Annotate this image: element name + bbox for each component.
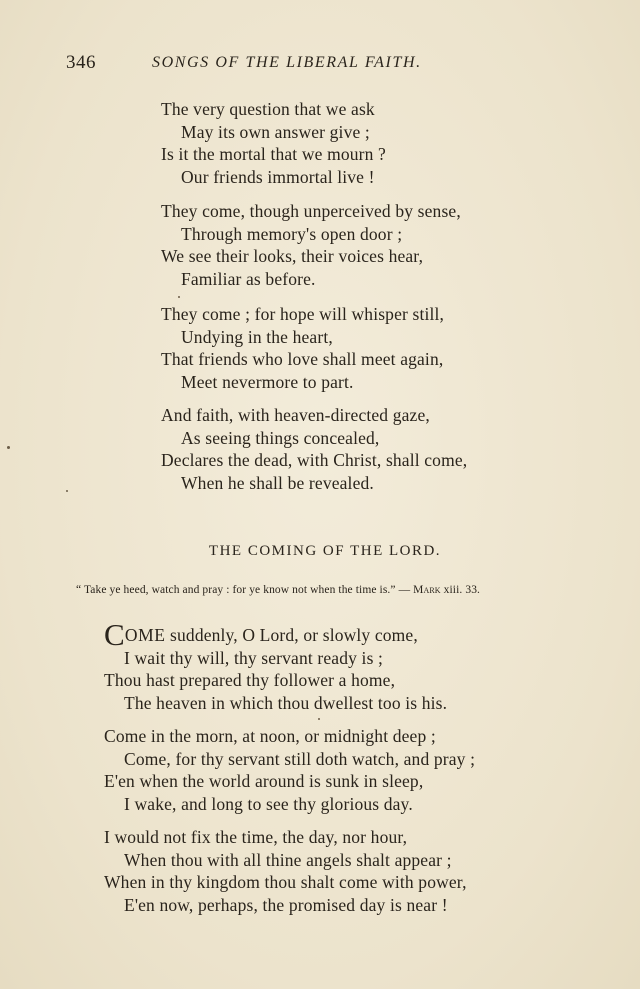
poem2-stanza-1 [104, 617, 448, 714]
paper-speck [178, 296, 180, 298]
poem-line: May its own answer give ; [181, 121, 370, 142]
paper-speck [7, 446, 10, 449]
poem-line: When in thy kingdom thou shalt come with power, [104, 872, 467, 892]
epigraph [76, 584, 480, 596]
first-word-caps: OME [124, 625, 166, 645]
poem-line: I wait thy will, thy servant ready is ; [124, 647, 384, 668]
epigraph-source: Mark [413, 584, 441, 596]
poem-line-first [104, 617, 447, 652]
running-title: SONGS OF THE LIBERAL FAITH. [152, 54, 422, 71]
drop-cap: C [104, 617, 125, 652]
poem-line: They come, though unperceived by sense, [161, 201, 461, 221]
poem-line: Undying in the heart, [181, 326, 333, 347]
poem-line: I would not fix the time, the day, nor hour, [104, 827, 408, 847]
poem-line: As seeing things concealed, [181, 427, 380, 448]
poem-line: The very question that we ask [161, 99, 375, 119]
poem-line: We see their looks, their voices hear, [161, 246, 424, 266]
poem2-stanza-3 [104, 826, 467, 916]
poem-line: Meet nevermore to part. [181, 371, 354, 392]
poem-line: Thou hast prepared thy follower a home, [104, 670, 396, 690]
poem-line: When he shall be revealed. [181, 472, 374, 493]
poem-line: Familiar as before. [181, 268, 316, 289]
poem-line: That friends who love shall meet again, [161, 349, 444, 369]
poem-line: E'en when the world around is sunk in sleep, [104, 771, 424, 791]
poem-line: Is it the mortal that we mourn ? [161, 144, 386, 164]
poem1-stanza-4 [161, 404, 467, 494]
poem1-stanza-3 [161, 303, 444, 393]
poem-line: Come in the morn, at noon, or midnight deep ; [104, 726, 436, 746]
poem-line: Come, for thy servant still doth watch, and pray ; [124, 748, 476, 769]
page-header [66, 52, 486, 78]
poem-title: THE COMING OF THE LORD. [208, 543, 442, 559]
poem1-stanza-1 [161, 98, 386, 188]
poem1-stanza-2 [161, 200, 461, 290]
poem-line: The heaven in which thou dwellest too is his. [124, 692, 448, 713]
poem-line: Declares the dead, with Christ, shall come, [161, 450, 468, 470]
page-number: 346 [66, 52, 96, 73]
poem2-stanza-2 [104, 725, 475, 815]
poem-line: When thou with all thine angels shalt appear ; [124, 849, 452, 870]
epigraph-ref: xiii. 33. [440, 584, 481, 596]
poem-line: They come ; for hope will whisper still, [161, 304, 445, 324]
paper-speck [318, 718, 320, 720]
poem-line: Through memory's open door ; [181, 223, 403, 244]
poem-line: And faith, with heaven-directed gaze, [161, 405, 430, 425]
poem-line: Our friends immortal live ! [181, 166, 375, 187]
epigraph-quote: “ Take ye heed, watch and pray : for ye know not when the time is.” — [76, 584, 414, 596]
poem-line: I wake, and long to see thy glorious day. [124, 793, 413, 814]
paper-speck [66, 490, 68, 492]
poem-line: E'en now, perhaps, the promised day is near ! [124, 894, 448, 915]
first-line-rest: suddenly, O Lord, or slowly come, [165, 625, 418, 645]
